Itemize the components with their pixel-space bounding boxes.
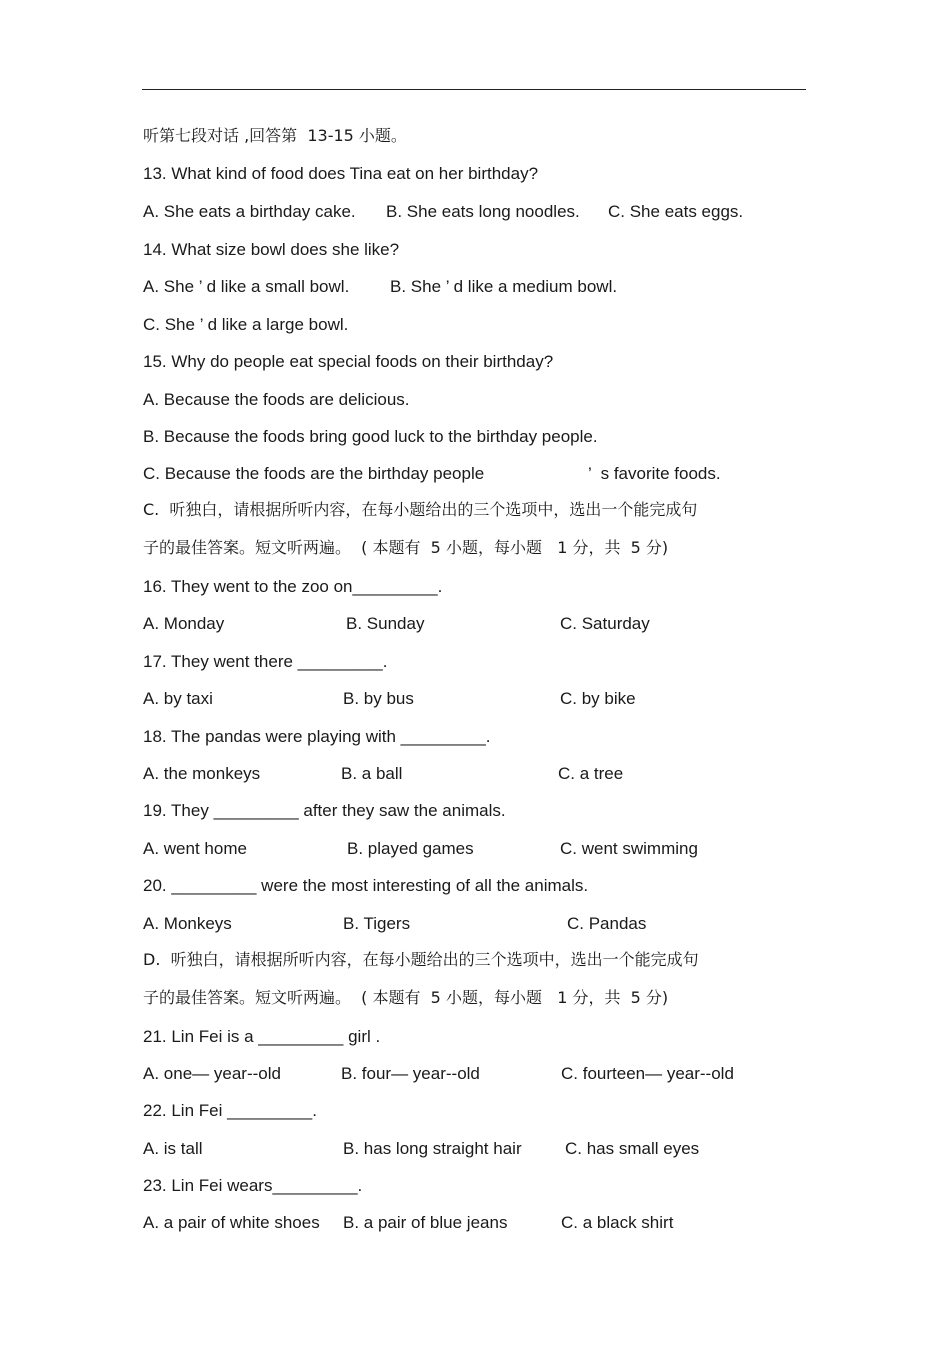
q15-option-b: B. Because the foods bring good luck to the birthday people.	[143, 427, 598, 446]
q23-option-a: A. a pair of white shoes	[143, 1213, 320, 1232]
q18-option-a: A. the monkeys	[143, 764, 261, 783]
section-c-instruction-2: 子的最佳答案。短文听两遍。 ( 本题有 5 小题，每小题 1 分，共 5 分)	[143, 538, 669, 557]
section7-intro: 听第七段对话 ,回答第 13-15 小题。	[143, 126, 407, 145]
q20-option-b: B. Tigers	[343, 914, 411, 933]
q23-option-b: B. a pair of blue jeans	[343, 1213, 508, 1232]
q15-option-c-tail: ’ s favorite foods.	[588, 464, 721, 483]
q23-stem: 23. Lin Fei wears_________.	[143, 1176, 363, 1195]
q13-option-c: C. She eats eggs.	[608, 202, 744, 221]
q15-option-c: C. Because the foods are the birthday people	[143, 464, 485, 483]
section-d-instruction-2: 子的最佳答案。短文听两遍。 ( 本题有 5 小题，每小题 1 分，共 5 分)	[143, 988, 669, 1007]
q13-stem: 13. What kind of food does Tina eat on her birthday?	[143, 164, 539, 183]
q19-option-c: C. went swimming	[560, 839, 698, 858]
q22-option-b: B. has long straight hair	[343, 1139, 522, 1158]
q17-option-a: A. by taxi	[143, 689, 213, 708]
q16-option-a: A. Monday	[143, 614, 225, 633]
q20-stem: 20. _________ were the most interesting of all the animals.	[143, 876, 589, 895]
q23-option-c: C. a black shirt	[561, 1213, 674, 1232]
q16-option-c: C. Saturday	[560, 614, 650, 633]
header-rule	[142, 89, 806, 90]
q19-option-b: B. played games	[347, 839, 474, 858]
q21-option-c: C. fourteen— year--old	[561, 1064, 734, 1083]
q13-option-b: B. She eats long noodles.	[386, 202, 580, 221]
q18-option-c: C. a tree	[558, 764, 624, 783]
q14-option-c: C. She ’ d like a large bowl.	[143, 315, 349, 334]
q22-option-a: A. is tall	[143, 1139, 203, 1158]
q15-stem: 15. Why do people eat special foods on their birthday?	[143, 352, 554, 371]
q17-option-c: C. by bike	[560, 689, 636, 708]
q22-option-c: C. has small eyes	[565, 1139, 700, 1158]
q20-option-c: C. Pandas	[567, 914, 647, 933]
section-d-instruction-1: D. 听独白，请根据所听内容，在每小题给出的三个选项中，选出一个能完成句	[143, 950, 699, 969]
q13-option-a: A. She eats a birthday cake.	[143, 202, 356, 221]
q16-option-b: B. Sunday	[346, 614, 425, 633]
q19-stem: 19. They _________ after they saw the animals.	[143, 801, 506, 820]
q18-stem: 18. The pandas were playing with _________.	[143, 727, 491, 746]
q22-stem: 22. Lin Fei _________.	[143, 1101, 317, 1120]
q17-stem: 17. They went there _________.	[143, 652, 388, 671]
section-c-instruction-1: C. 听独白，请根据所听内容，在每小题给出的三个选项中，选出一个能完成句	[143, 500, 698, 519]
q15-option-a: A. Because the foods are delicious.	[143, 390, 410, 409]
q20-option-a: A. Monkeys	[143, 914, 232, 933]
q21-option-a: A. one— year--old	[143, 1064, 281, 1083]
q14-option-b: B. She ’ d like a medium bowl.	[390, 277, 618, 296]
q21-stem: 21. Lin Fei is a _________ girl .	[143, 1027, 381, 1046]
q18-option-b: B. a ball	[341, 764, 403, 783]
q16-stem: 16. They went to the zoo on_________.	[143, 577, 443, 596]
q17-option-b: B. by bus	[343, 689, 414, 708]
q14-option-a: A. She ’ d like a small bowl.	[143, 277, 350, 296]
q21-option-b: B. four— year--old	[341, 1064, 480, 1083]
q14-stem: 14. What size bowl does she like?	[143, 240, 400, 259]
q19-option-a: A. went home	[143, 839, 247, 858]
